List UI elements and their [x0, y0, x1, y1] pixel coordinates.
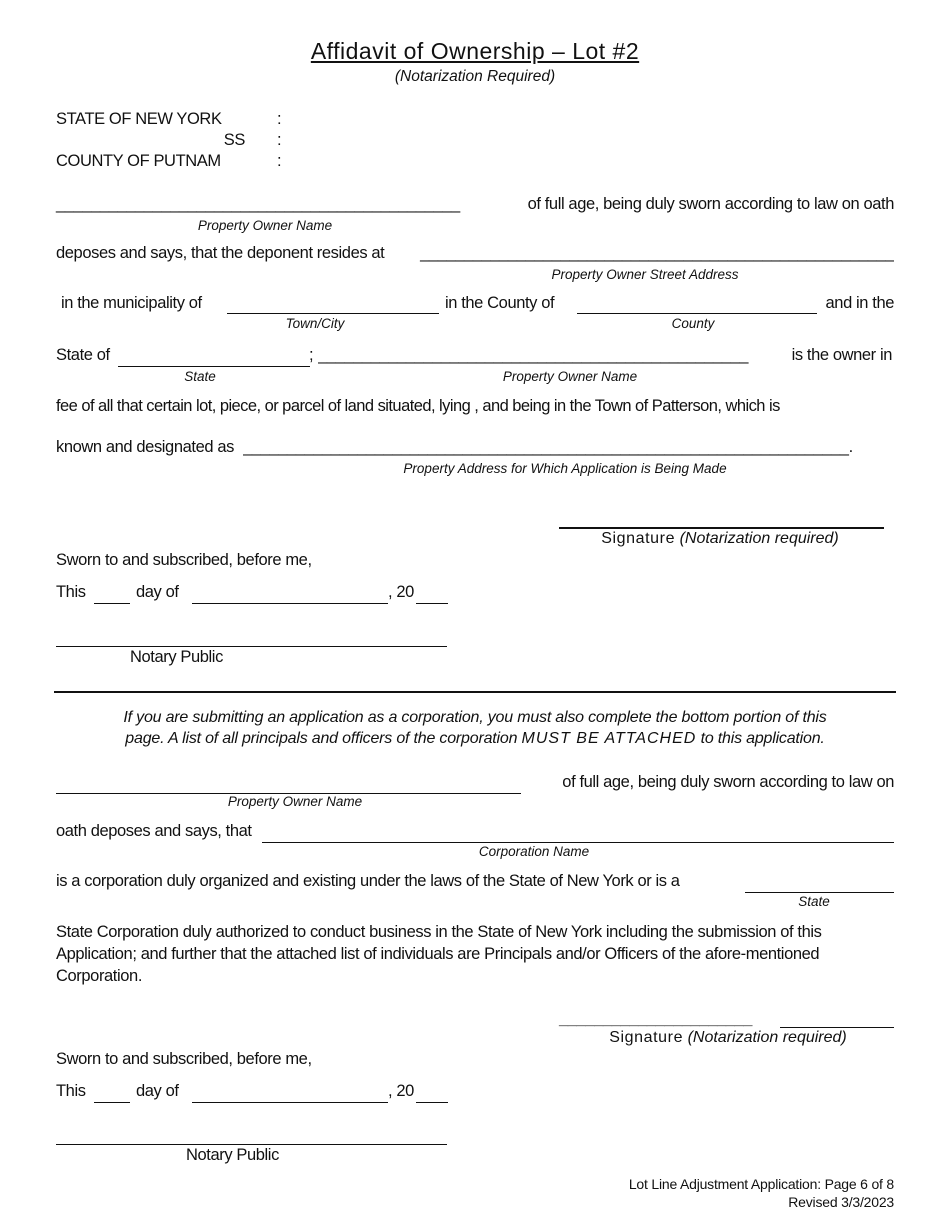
year-prefix-1: , 20 — [388, 583, 414, 601]
venue-state: STATE OF NEW YORK — [56, 110, 222, 128]
and-in-the-text: and in the — [825, 294, 894, 312]
owner-in-text: is the owner in — [791, 346, 892, 364]
day-of-text-2: day of — [136, 1082, 179, 1100]
sworn-text-2: Sworn to and subscribed, before me, — [56, 1050, 312, 1068]
day-field-1[interactable] — [94, 603, 130, 604]
year-field-1[interactable] — [416, 603, 448, 604]
signature-blank-2[interactable]: ______________________ — [559, 1010, 753, 1028]
property-address-blank[interactable]: _____________________________________________________________________. — [243, 438, 853, 456]
this-text-1: This — [56, 583, 86, 601]
page-title: Affidavit of Ownership – Lot #2 — [310, 38, 640, 64]
signature-line-2[interactable] — [780, 1027, 894, 1028]
owner-name-caption: Property Owner Name — [197, 218, 333, 233]
property-address-caption: Property Address for Which Application is Being Made — [403, 461, 727, 476]
state-semicolon: ; — [309, 346, 314, 364]
page-subtitle: (Notarization Required) — [394, 68, 556, 85]
corp-notice-line-2: page. A list of all principals and officers of the corporation MUST BE ATTACHED to this application. — [125, 730, 825, 747]
municipality-text: in the municipality of — [61, 294, 202, 312]
section-divider — [54, 691, 896, 693]
signature-label-1: Signature (Notarization required) — [601, 530, 839, 547]
street-address-caption: Property Owner Street Address — [551, 267, 739, 282]
state-caption: State — [184, 369, 216, 384]
venue-colon-3: : — [277, 152, 282, 170]
notary-label-1: Notary Public — [130, 648, 223, 666]
year-prefix-2: , 20 — [388, 1082, 414, 1100]
state-of-text: State of — [56, 346, 110, 364]
corp-deposes-text: oath deposes and says, that — [56, 822, 252, 840]
owner-name-blank[interactable]: ______________________________________________ — [56, 195, 460, 213]
venue-colon-1: : — [277, 110, 282, 128]
corp-state-field[interactable] — [745, 892, 894, 893]
county-field[interactable] — [577, 313, 817, 314]
month-field-1[interactable] — [192, 603, 388, 604]
known-as-text: known and designated as — [56, 438, 234, 456]
venue-ss: SS — [223, 131, 245, 149]
corporation-name-caption: Corporation Name — [478, 844, 590, 859]
sworn-oath-text: of full age, being duly sworn according to law on oath — [527, 195, 894, 213]
county-text: in the County of — [445, 294, 555, 312]
town-caption: Town/City — [285, 316, 345, 331]
footer-page-info: Lot Line Adjustment Application: Page 6 of 8 — [628, 1176, 894, 1192]
sworn-text-1: Sworn to and subscribed, before me, — [56, 551, 312, 569]
owner-name-blank-2[interactable]: _________________________________________________ — [318, 346, 749, 364]
corp-authorization-paragraph: State Corporation duly authorized to conduct business in the State of New York including the submission of this Application; and further that the attached list of individuals are Principals and/or Officers of the afore-mentioned Corporation. — [56, 923, 822, 985]
state-field[interactable] — [118, 366, 310, 367]
venue-county: COUNTY OF PUTNAM — [56, 152, 221, 170]
day-field-2[interactable] — [94, 1102, 130, 1103]
town-field[interactable] — [227, 313, 439, 314]
corp-owner-caption: Property Owner Name — [227, 794, 363, 809]
footer-revised: Revised 3/3/2023 — [788, 1194, 894, 1210]
this-text-2: This — [56, 1082, 86, 1100]
owner-name-caption-2: Property Owner Name — [502, 369, 638, 384]
corp-sworn-text: of full age, being duly sworn according to law on — [562, 773, 894, 791]
corp-notice-line-1: If you are submitting an application as a corporation, you must also complete the bottom portion of this — [123, 709, 827, 726]
notary-line-2[interactable] — [56, 1144, 447, 1145]
fee-text: fee of all that certain lot, piece, or parcel of land situated, lying , and being in the Town of Patterson, which is — [56, 397, 780, 415]
signature-label-2: Signature (Notarization required) — [609, 1029, 847, 1046]
resides-at-text: deposes and says, that the deponent resides at — [56, 244, 385, 262]
venue-colon-2: : — [277, 131, 282, 149]
year-field-2[interactable] — [416, 1102, 448, 1103]
month-field-2[interactable] — [192, 1102, 388, 1103]
signature-line-1[interactable] — [559, 527, 884, 529]
notary-label-2: Notary Public — [186, 1146, 279, 1164]
day-of-text-1: day of — [136, 583, 179, 601]
street-address-blank[interactable]: ______________________________________________________ — [420, 244, 894, 262]
corp-organized-text: is a corporation duly organized and existing under the laws of the State of New York or is a — [56, 872, 680, 890]
corporation-name-field[interactable] — [262, 842, 894, 843]
county-caption: County — [671, 316, 715, 331]
corp-state-caption: State — [798, 894, 830, 909]
notary-line-1[interactable] — [56, 646, 447, 647]
